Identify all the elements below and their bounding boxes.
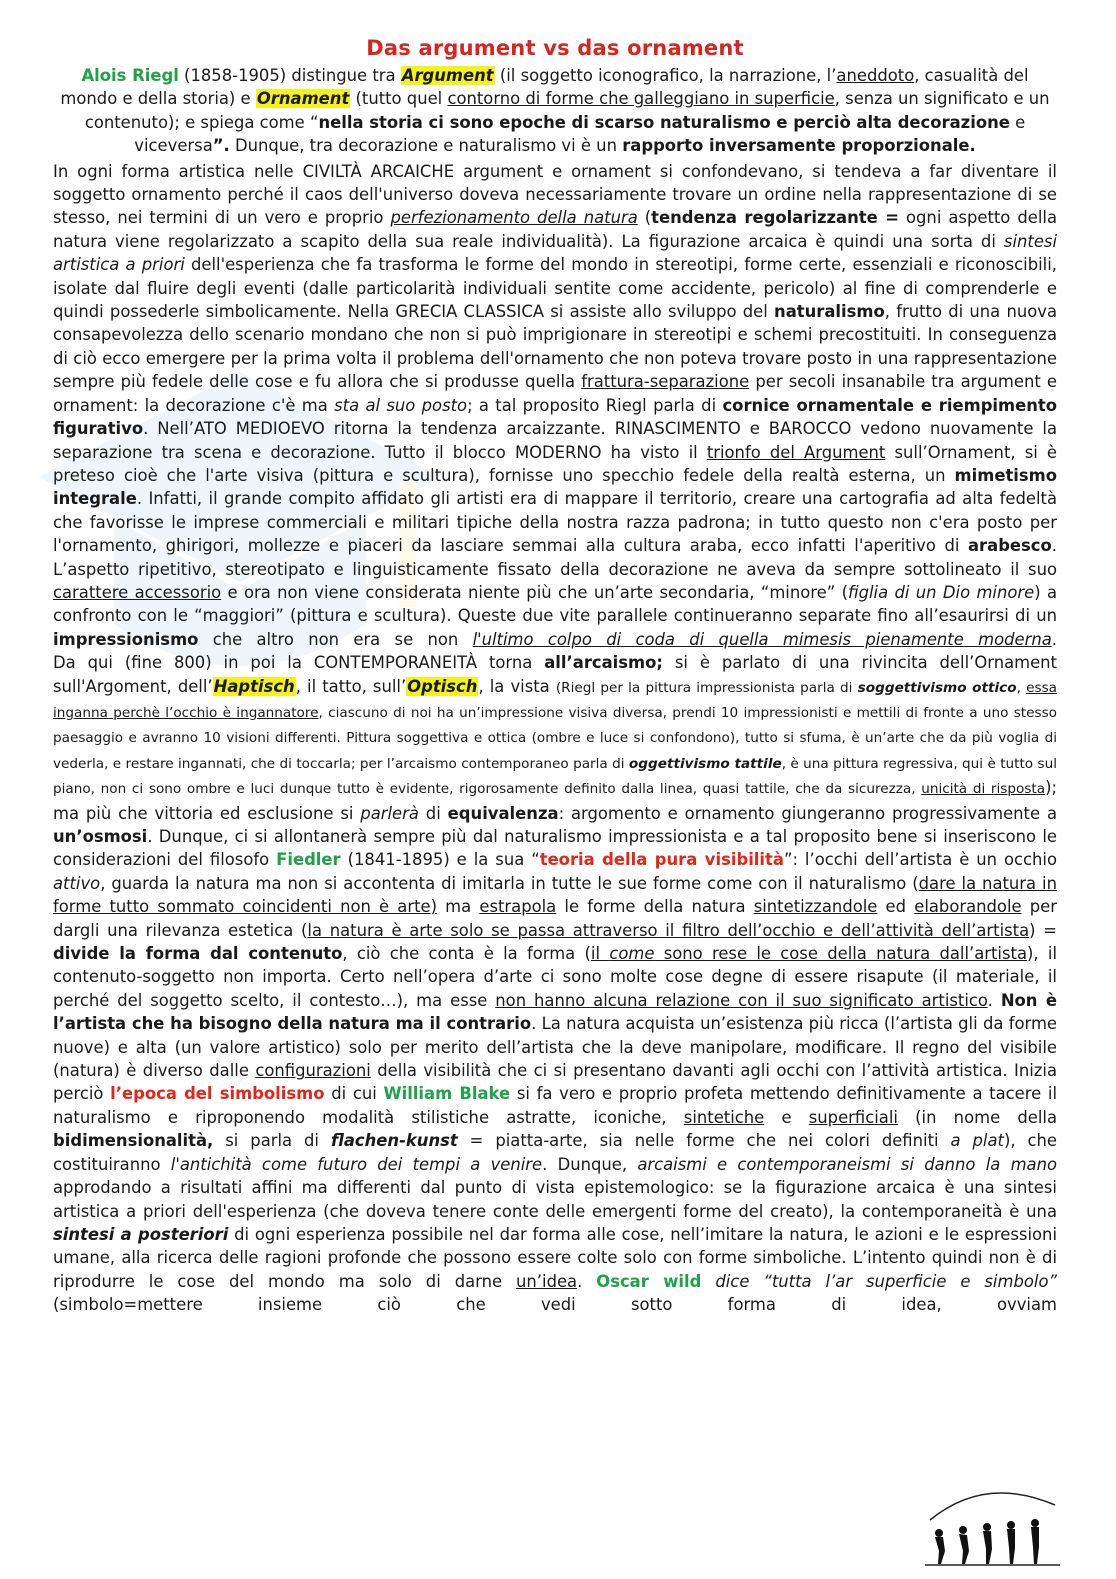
- body-paragraph-1: In ogni forma artistica nelle CIVILTÀ ARCAICHE argument e ornament si confondevano, si tendeva a far diventare il soggetto ornamento perché il caos dell'universo doveva necessariamente trovare un ordine nella rappresentazione di se stesso, nei termini di un vero e proprio perfezionamento della natura (tendenza regolarizzante = ogni aspetto della natura viene regolarizzato a scapito della sua reale individualità). La figurazione arcaica è quindi una sorta di sintesi artistica a priori dell'esperienza che fa trasforma le forme del mondo in stereotipi, forme certe, essenziali e riconoscibili, isolate dal fluire degli eventi (dalle particolarità individuali sentite come accidente, pericolo) al fine di comprenderle e quindi possederle simbolicamente. Nella GRECIA CLASSICA si assiste allo sviluppo del naturalismo, frutto di una nuova consapevolezza dello scenario mondano che non si può imprigionare in stereotipi e schemi precostituiti. In conseguenza di ciò ecco emergere per la prima volta il problema dell'ornamento che non poteva trovare posto in una rappresentazione sempre più fedele delle cose e fu allora che si produsse quella frattura-separazione per secoli insanabile tra argument e ornament: la decorazione c'è ma sta al suo posto; a tal proposito Riegl parla di cornice ornamentale e riempimento figurativo. Nell’ATO MEDIOEVO ritorna la tendenza arcaizzante. RINASCIMENTO e BAROCCO vedono nuovamente la separazione tra scena e decorazione. Tutto il blocco MODERNO ha visto il trionfo del Argument sull’Ornament, si è preteso cioè che l'arte visiva (pittura e scultura), fornisse uno specchio fedele della realtà esterna, un mimetismo integrale. Infatti, il grande compito affidato gli artisti era di mappare il territorio, creare una cartografia ad alta fedeltà che favorisse le imprese commerciali e militari tipiche della nostra razza padrona; in tutto questo non c'era posto per l'ornamento, ghirigori, mollezze e piaceri da lasciare semmai alla cultura araba, ecco infatti l'aperitivo di arabesco. L’aspetto ripetitivo, stereotipato e linguisticamente fissato della decorazione ne aveva da sempre sottolineato il suo carattere accessorio e ora non viene considerata niente più che un’arte secondaria, “minore” (figlia di un Dio minore) a confronto con le “maggiori” (pittura e scultura). Queste due vite parallele continueranno separate fino all’esaurirsi di un impressionismo che altro non era se non l'ultimo colpo di coda di quella mimesis pienamente moderna.: [53, 161, 1058, 649]
- argument-highlight: Argument: [401, 66, 494, 85]
- parenthetical-note: (Riegl per la pittura impressionista parla di soggettivismo ottico, essa inganna perchè l’occhio è ingannatore, ciascuno di noi ha un’impressione visiva diversa, prendi 10 impressionisti e mettili di fronte a uno stesso paesaggio e avranno 10 visioni differenti. Pittura soggettiva e ottica (ombre e luce si confondono), tutto si sfuma, è un’arte che da più voglia di vederla, e restare ingannati, che di toccarla; per l’arcaismo contemporaneo parla di oggettivismo tattile, è una pittura regressiva, qui è tutto sul piano, non ci sono ombre e luci dunque tutto è evidente, rigorosamente definito dalla linea, quasi tattile, che da sicurezza, unicità di risposta: [53, 679, 1057, 798]
- evolution-figures-icon: [925, 1475, 1060, 1570]
- fiedler-name: Fiedler: [276, 850, 341, 870]
- riegl-name: Alois Riegl: [81, 66, 179, 85]
- optisch-highlight: Optisch: [407, 676, 478, 696]
- haptisch-highlight: Haptisch: [213, 676, 295, 696]
- visibility-theory: teoria della pura visibilità: [539, 850, 784, 870]
- document-page: [53, 36, 1057, 1317]
- wilde-name: Oscar wild: [596, 1271, 702, 1291]
- intro-paragraph: Alois Riegl (1858-1905) distingue tra Argument (il soggetto iconografico, la narrazione, l’aneddoto, casualità del mondo e della storia) e Ornament (tutto quel contorno di forme che galleggiano in superficie, senza un significato e un contenuto); e spiega come “nella storia ci sono epoche di scarso naturalismo e perciò alta decorazione e viceversa”. Dunque, tra decorazione e naturalismo vi è un rapporto inversamente proporzionale.: [60, 66, 1050, 156]
- blake-name: William Blake: [383, 1084, 511, 1104]
- symbolism-epoch: l’epoca del simbolismo: [110, 1084, 325, 1104]
- body-paragraph-2: Da qui (fine 800) in poi la CONTEMPORANEITÀ torna all’arcaismo; si è parlato di una rivincita dell’Ornament sull'Argoment, dell’Haptisch, il tatto, sull’Optisch, la vista (Riegl per la pittura impressionista parla di soggettivismo ottico, essa inganna perchè l’occhio è ingannatore, ciascuno di noi ha un’impressione visiva diversa, prendi 10 impressionisti e mettili di fronte a uno stesso paesaggio e avranno 10 visioni differenti. Pittura soggettiva e ottica (ombre e luce si confondono), tutto si sfuma, è un’arte che da più voglia di vederla, e restare ingannati, che di toccarla; per l’arcaismo contemporaneo parla di oggettivismo tattile, è una pittura regressiva, qui è tutto sul piano, non ci sono ombre e luci dunque tutto è evidente, rigorosamente definito dalla linea, quasi tattile, che da sicurezza, unicità di risposta); ma più che vittoria ed esclusione si parlerà di equivalenza: argomento e ornamento giungeranno progressivamente a un’osmosi. Dunque, ci si allontanerà sempre più dal naturalismo impressionista e a tal proposito bene si inseriscono le considerazioni del filosofo Fiedler (1841-1895) e la sua “teoria della pura visibilità”: l’occhi dell’artista è un occhio attivo, guarda la natura ma non si accontenta di imitarla in tutte le sue forme come con il naturalismo (dare la natura in forme tutto sommato coincidenti non è arte) ma estrapola le forme della natura sintetizzandole ed elaborandole per dargli una rilevanza estetica (la natura è arte solo se passa attraverso il filtro dell’occhio e dell’attività dell’artista) = divide la forma dal contenuto, ciò che conta è la forma (il come sono rese le cose della natura dall’artista), il contenuto-soggetto non importa. Certo nell’opera d’arte ci sono molte cose degne di essere risapute (il materiale, il perché del soggetto scelto, il contesto…), ma esse non hanno alcuna relazione con il suo significato artistico. Non è l’artista che ha bisogno della natura ma il contrario. La natura acquista un’esistenza più ricca (l’artista gli da forme nuove) e alta (un valore artistico) solo per merito dell’artista che la deve manipolare, modificare. Il regno del visibile (natura) è diverso dalle configurazioni della visibilità che ci si presentano davanti agli occhi con l’attività artistica. Inizia perciò l’epoca del simbolismo di cui William Blake si fa vero e proprio profeta mettendo definitivamente a tacere il naturalismo e riproponendo modalità stilistiche astratte, iconiche, sintetiche e superficiali (in nome della bidimensionalità, si parla di flachen-kunst = piatta-arte, sia nelle forme che nei colori definiti a plat), che costituiranno l'antichità come futuro dei tempi a venire. Dunque, arcaismi e contemporaneismi si danno la mano approdando a risultati affini ma differenti dal punto di vista epistemologico: se la figurazione arcaica è una sintesi artistica a priori dell'esperienza (che doveva tenere conte delle emergenti forme del creato), la contemporaneità è una sintesi a posteriori di ogni esperienza possibile nel dar forma alle cose, nell’imitare la natura, le azioni e le espressioni umane, alla ricerca delle ragioni profonde che possono essere colte solo con forme simboliche. L’intento quindi non è di riprodurre le cose del mondo ma solo di darne un’idea. Oscar wild dice “tutta l’ar superficie e simbolo” (simbolo=mettere insieme ciò che vedi sotto forma di idea, ovviam: [53, 653, 1058, 1315]
- document-title: Das argument vs das ornament: [366, 36, 744, 60]
- ornament-highlight: Ornament: [256, 89, 350, 109]
